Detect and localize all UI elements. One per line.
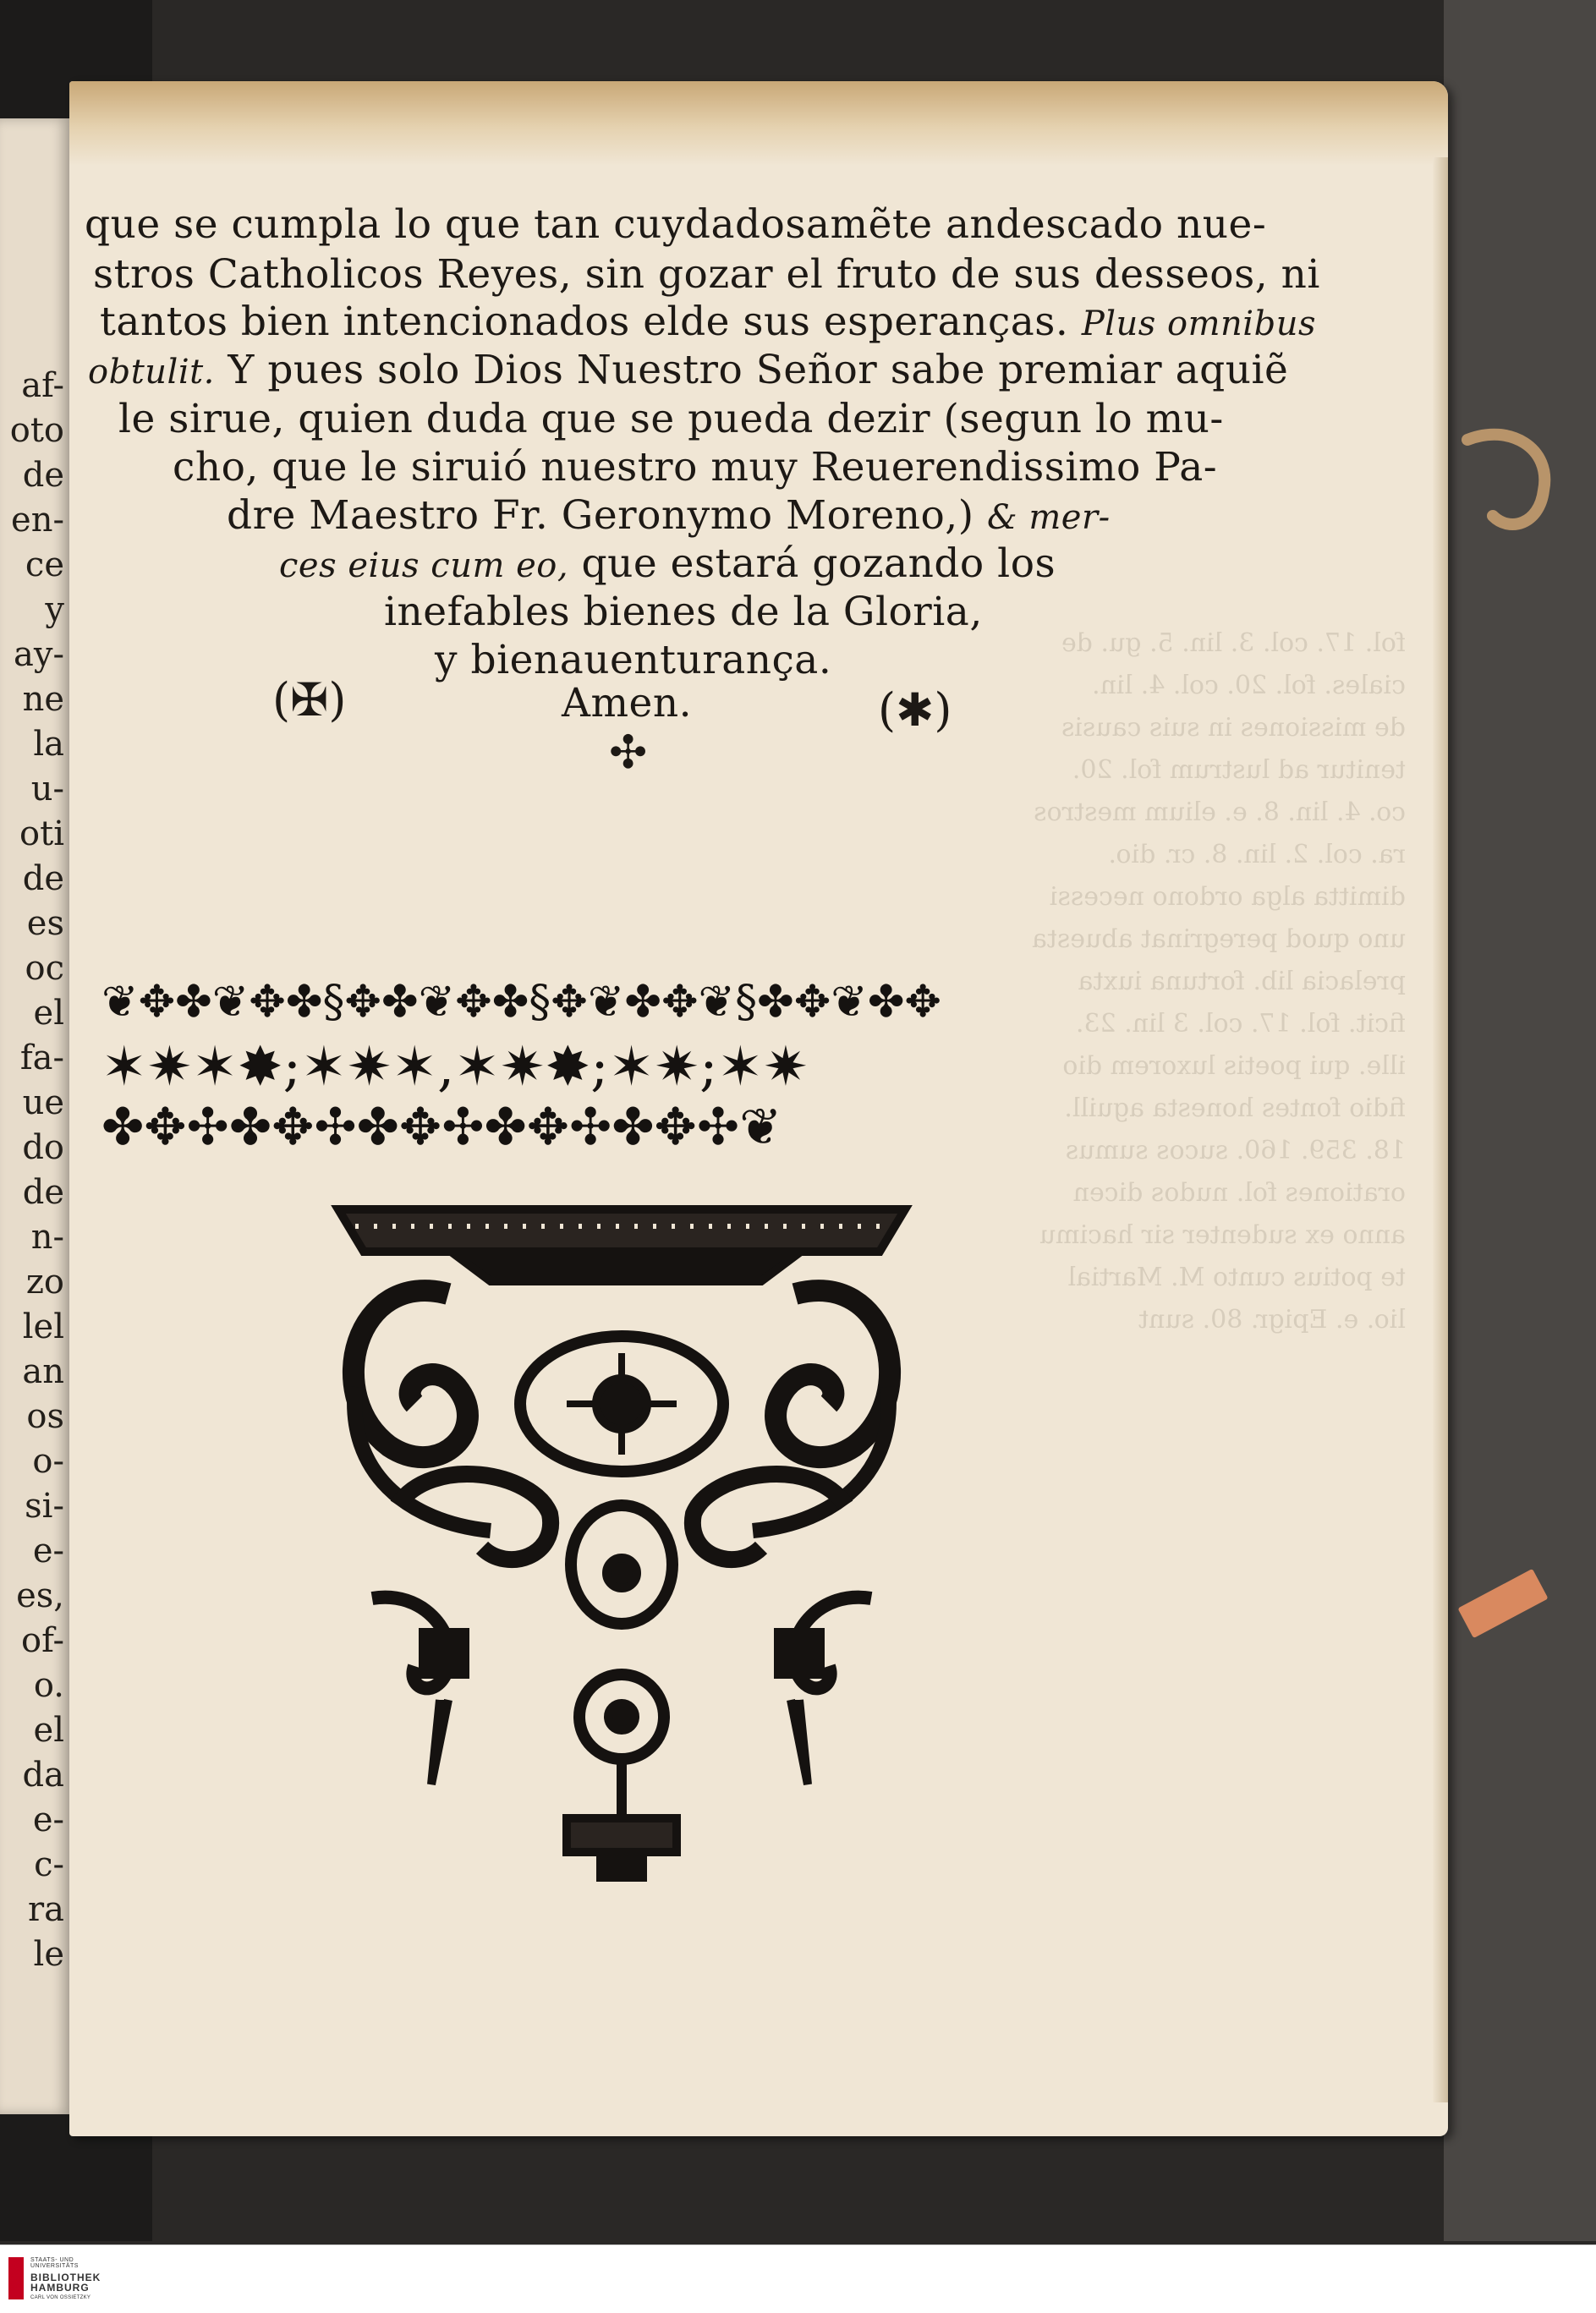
text-segment: dre Maestro Fr. Geronymo Moreno,) [227,492,974,539]
latin-phrase: Plus omnibus [1081,304,1316,343]
cross-ornament-icon: (✱) [878,683,952,737]
previous-page-fragment: of- [21,1621,64,1660]
previous-page-fragment: zo [25,1263,64,1302]
star-fleuron-icon: ✣ [609,726,648,779]
previous-page-fragment: es, [16,1576,64,1615]
text-line [279,540,1056,587]
previous-page-edge [0,118,72,2114]
previous-page-fragment: ra [28,1890,64,1929]
previous-page-fragment: c- [34,1845,64,1884]
previous-page-fragment: n- [30,1218,64,1257]
bookmark-string [1459,423,1569,541]
previous-page-fragment: la [33,725,64,764]
text-line: le sirue, quien duda que se pueda dezir (segun lo mu- [118,396,1224,442]
previous-page-fragment: es [26,904,64,943]
previous-page-fragment: ce [25,545,64,584]
previous-page-fragment: el [33,994,64,1033]
previous-page-fragment: y [45,590,64,629]
star-border: ✶✷✶✸;✶✷✶,✶✷✸;✶✷;✶✷ [101,1036,809,1099]
cross-ornament-icon: (✠) [272,673,347,726]
previous-page-fragment: de [22,1173,64,1212]
logo-city: HAMBURG [30,2282,90,2294]
page-top-edge [69,81,1448,166]
latin-phrase: & mer- [987,498,1111,537]
fleuron-border-top: ❦✥✤❦✥✤§✥✤❦✥✤§✥❦✤✥❦§✤✥❦✤✥ [101,977,941,1028]
text-line: stros Catholicos Reyes, sin gozar el fruto de sus desseos, ni [93,251,1320,298]
previous-page-fragment: af- [21,366,64,405]
logo-subtitle: STAATS- UND UNIVERSITÄTS [30,2257,79,2269]
previous-page-fragment: u- [30,770,64,808]
fleuron-border-bottom: ✤✥✣✤✥✣✤✥✣✤✥✣✤✥✣❦ [101,1098,782,1157]
text-line: y bienauenturança. [435,637,832,683]
previous-page-fragment: e- [32,1532,64,1570]
previous-page-fragment: do [22,1128,64,1167]
text-line [88,347,1288,393]
library-logo-mark [8,2257,24,2299]
library-logo [8,2257,101,2303]
previous-page-fragment: de [22,456,64,495]
latin-phrase: ces eius cum eo, [279,546,569,585]
bleed-through-text: fol. 17. col. 3. lin. 5. gu. de ciales. fol. 20. col. 4. lin. de missiones in suis causis tenitur ad lustrum fol. 20. co. 4. lin. 8. e. elium mestros ra. col. 2. lin. 8. cr. dio. dimitta alga ordono necessi uno quod peregrinat abuesta prelacia lib. fortuna iuxta ficit. fol. 17. col. 3 lin. 23. ille. qui poetis luxorem dio fidio fontes honesta aguill. 18. 359. 160. sucos sumus orationes fol. nudos dicen anno ex sudenter sir hacimu te potius cunto M. Martial lio. e. Epigr. 80. sunt [1031,628,1406,1335]
text-segment: Y pues solo Dios Nuestro Señor sabe premiar aquiẽ [228,347,1289,393]
previous-page-fragment: e- [32,1801,64,1839]
previous-page-fragment: en- [11,501,64,540]
footer-bar [0,2244,1596,2313]
text-line: que se cumpla lo que tan cuydadosamẽte andescado nue- [85,201,1267,248]
closing-word: Amen. [562,680,693,726]
text-line: inefables bienes de la Gloria, [384,589,983,635]
previous-page-fragment: da [22,1756,64,1795]
page-right-edge [1433,157,1448,2102]
text-line [227,492,1111,539]
text-line: cho, que le siruió nuestro muy Reuerendissimo Pa- [173,444,1218,491]
previous-page-fragment: o. [33,1666,64,1705]
previous-page-fragment: fa- [19,1039,64,1077]
previous-page-fragment: ay- [14,635,64,674]
previous-page-text-column [5,364,64,1977]
previous-page-fragment: ne [22,680,64,719]
previous-page-fragment: oti [19,814,64,853]
previous-page-fragment: ue [22,1083,64,1122]
text-segment: tantos bien intencionados elde sus esperanças. [100,299,1069,345]
previous-page-fragment: le [33,1935,64,1974]
previous-page-fragment: os [26,1397,64,1436]
previous-page-fragment: an [22,1352,64,1391]
text-segment: que estará gozando los [581,540,1056,587]
previous-page-fragment: oto [9,411,64,450]
logo-title: BIBLIOTHEK [30,2272,101,2283]
previous-page-fragment: oc [25,949,64,988]
latin-phrase: obtulit. [88,353,215,392]
logo-tagline: CARL VON OSSIETZKY [30,2295,91,2300]
previous-page-fragment: o- [32,1442,64,1481]
text-line [100,299,1316,345]
previous-page-fragment: si- [25,1487,64,1526]
scan-background-right [1444,0,1596,2241]
previous-page-fragment: de [22,859,64,898]
previous-page-fragment: el [33,1711,64,1750]
woodcut-ornament [321,1192,922,1886]
previous-page-fragment: lel [22,1307,64,1346]
library-logo-text [30,2257,101,2300]
